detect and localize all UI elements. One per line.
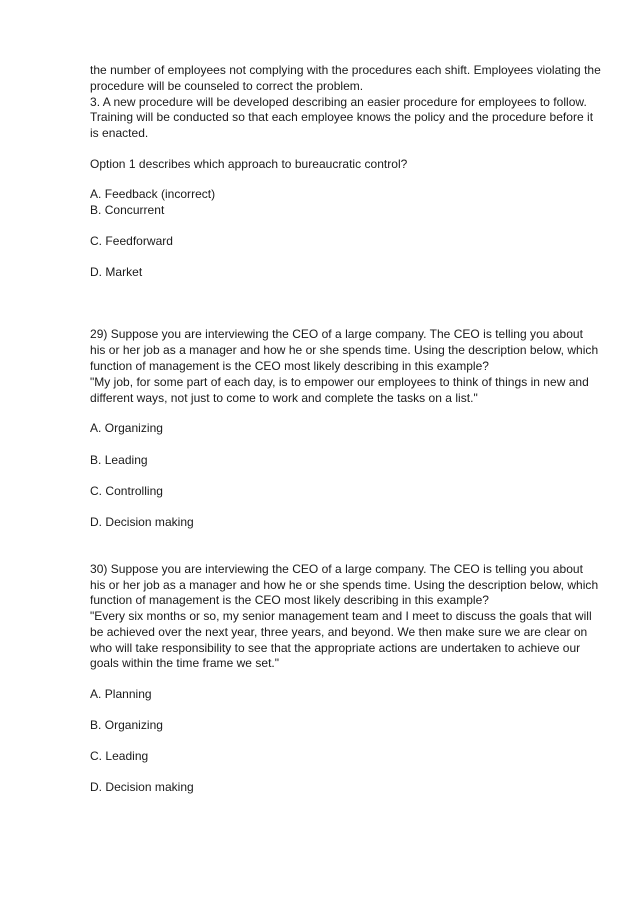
question-30-quote: who will take responsibility to see that the appropriate actions are undertaken to achieve our — [90, 641, 581, 655]
question-29-line: his or her job as a manager and how he or she spends time. Using the description below, which — [90, 343, 599, 357]
q28-option-a: A. Feedback (incorrect) — [90, 187, 216, 201]
q29-option-a: A. Organizing — [90, 421, 163, 435]
q28-option-b: B. Concurrent — [90, 203, 165, 217]
question-29-line: 29) Suppose you are interviewing the CEO of a large company. The CEO is telling you about — [90, 327, 583, 341]
q30-option-c: C. Leading — [90, 749, 149, 763]
q30-option-a: A. Planning — [90, 687, 152, 701]
question-30-quote: be achieved over the next year, three years, and beyond. We then make sure we are clear on — [90, 625, 588, 639]
q28-option-d: D. Market — [90, 265, 143, 279]
question-29-line: function of management is the CEO most likely describing in this example? — [90, 359, 489, 373]
question-30-quote: "Every six months or so, my senior management team and I meet to discuss the goals that will — [90, 609, 592, 623]
intro-line: 3. A new procedure will be developed describing an easier procedure for employees to follow. — [90, 95, 587, 109]
question-30-quote: goals within the time frame we set." — [90, 656, 280, 670]
question-29-quote: "My job, for some part of each day, is to empower our employees to think of things in new and — [90, 375, 589, 389]
q28-option-c: C. Feedforward — [90, 234, 173, 248]
q29-option-c: C. Controlling — [90, 484, 163, 498]
question-28-text: Option 1 describes which approach to bureaucratic control? — [90, 157, 408, 171]
question-30-line: 30) Suppose you are interviewing the CEO of a large company. The CEO is telling you about — [90, 562, 583, 576]
intro-line: the number of employees not complying with the procedures each shift. Employees violating the — [90, 63, 601, 77]
question-30-line: function of management is the CEO most likely describing in this example? — [90, 593, 489, 607]
intro-line: Training will be conducted so that each employee knows the policy and the procedure before it — [90, 110, 594, 124]
q30-option-b: B. Organizing — [90, 718, 163, 732]
intro-line: procedure will be counseled to correct the problem. — [90, 79, 364, 93]
question-30-line: his or her job as a manager and how he or she spends time. Using the description below, which — [90, 578, 599, 592]
q29-option-b: B. Leading — [90, 453, 148, 467]
q30-option-d: D. Decision making — [90, 780, 194, 794]
q29-option-d: D. Decision making — [90, 515, 194, 529]
question-29-quote: different ways, not just to come to work and complete the tasks on a list." — [90, 391, 478, 405]
intro-line: is enacted. — [90, 126, 149, 140]
